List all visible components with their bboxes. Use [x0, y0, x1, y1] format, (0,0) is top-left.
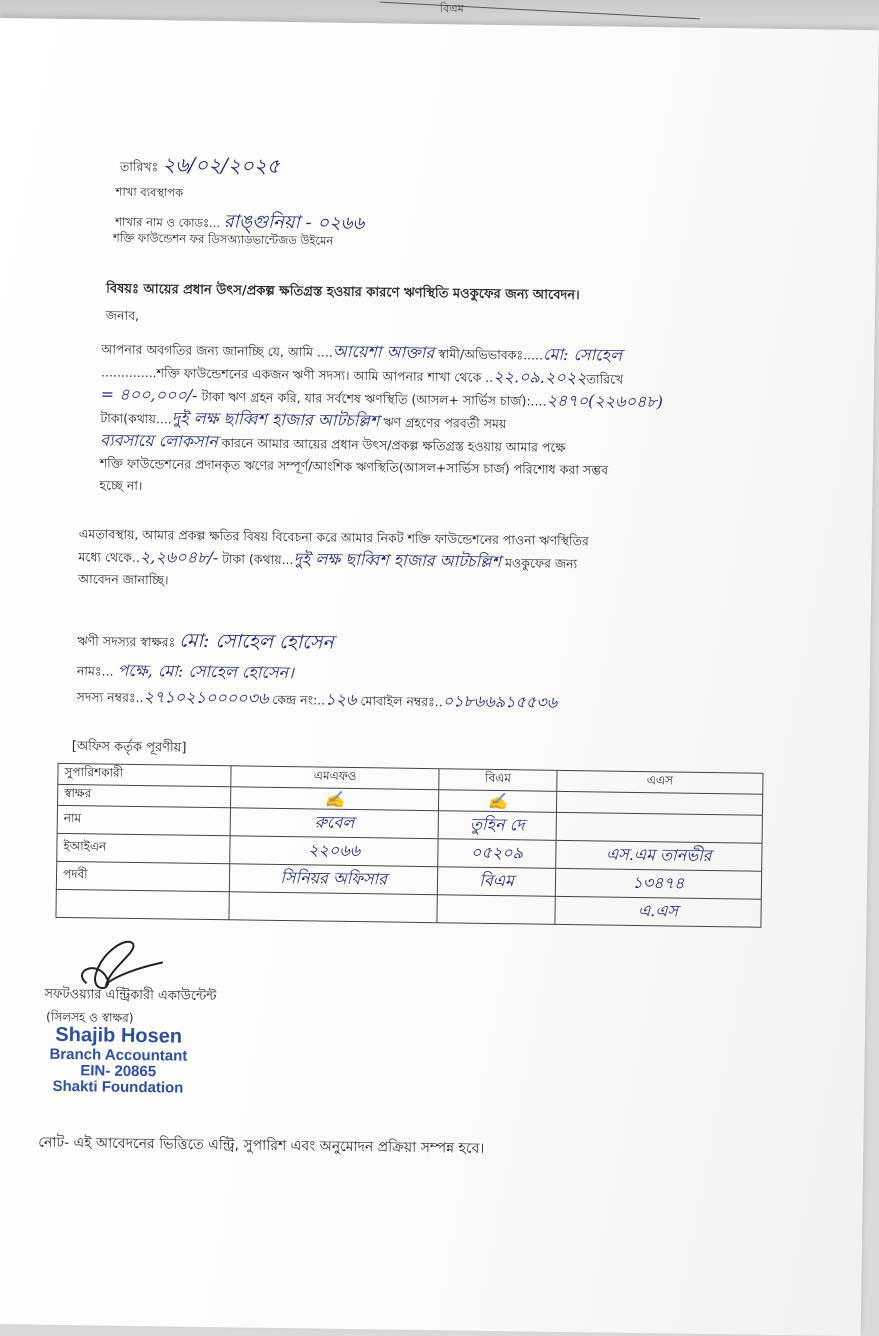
footer-note: নোট- এই আবেদনের ভিত্তিতে এন্ট্রি, সুপারিশ এবং অনুমোদন প্রক্রিয়া সম্পন্ন হবে। [38, 1134, 485, 1157]
member-signature-label: ঋণী সদস্যর স্বাক্ষরঃ [77, 633, 176, 650]
p2-text-c: মওকুফের জন্য [500, 555, 578, 572]
strip-line [380, 2, 700, 20]
table-cell: ১৩৪৭৪ [555, 868, 762, 899]
table-header-cell: এএস [557, 770, 763, 794]
body-paragraph-1 [99, 337, 801, 506]
table-cell: ✍ [439, 790, 557, 813]
center-number: ১২৬ [325, 689, 357, 710]
date-label: তারিখঃ [119, 158, 159, 175]
table-cell [229, 892, 438, 923]
table-header-cell: এমএফও [231, 766, 440, 790]
member-number: ২৭১০২১০০০০৩৬ [143, 687, 269, 708]
member-number-line [76, 683, 557, 717]
p1-text-g: ঋণ গ্রহণের পরবর্তী সময় [379, 414, 507, 432]
member-number-label: সদস্য নম্বরঃ.. [76, 689, 144, 706]
p2-text-b: টাকা (কথায়... [218, 551, 294, 568]
row-label: ইআইএন [57, 833, 230, 863]
loss-reason: ব্যবসায়ে লোকসান [99, 430, 218, 452]
seal-org: Shakti Foundation [52, 1077, 184, 1097]
p2-text-a: মধ্যে থেকে.. [78, 549, 141, 566]
waiver-amount: ২,২৬০৪৮/- [139, 547, 219, 568]
p1-text-h: কারনে আমার আয়ের প্রধান উৎস/প্রকল্প ক্ষতিগ্রস্ত হওয়ায় আমার পক্ষে [217, 435, 566, 455]
member-name: পক্ষে, মো: সোহেল হোসেন। [117, 660, 294, 683]
table-header-cell: সুপারিশকারী [58, 763, 231, 786]
p1-text-f: টাকা(কথায়.... [100, 410, 172, 427]
p1-text-e: টাকা ঋণ গ্রহন করি, যার সর্বশেষ ঋণস্থিতি (আসল+ সার্ভিস চার্জ):.... [201, 388, 547, 409]
table-cell: রুবেল [230, 808, 439, 839]
member-signature: মো: সোহেল হোসেন [179, 629, 334, 654]
p1-text-b: স্বামী/অভিভাবকঃ..... [434, 346, 544, 363]
table-cell: ০৫২০৯ [438, 839, 556, 869]
office-table [55, 763, 763, 928]
table-cell: ২২০৬৬ [230, 836, 439, 867]
table-cell: ✍ [230, 787, 439, 811]
p1-text-a: আপনার অবগতির জন্য জানাচ্ছি যে, আমি .... [101, 341, 333, 360]
application-form [0, 18, 879, 1336]
row-label [56, 889, 229, 919]
loan-amount: = ৪০০,০০০/- [100, 384, 198, 405]
loan-date: ২২.০৯.২০২২ [493, 366, 587, 388]
table-header-cell: বিএম [439, 769, 557, 792]
row-label: স্বাক্ষর [58, 784, 231, 807]
table-cell [556, 812, 763, 843]
accountant-seal [49, 1023, 188, 1097]
mobile-label: মোবাইল নম্বরঃ.. [360, 693, 443, 710]
p1-text-d: তারিখে [586, 371, 624, 387]
p1-line-6: শক্তি ফাউন্ডেশনের প্রদানকৃত ঋণের সম্পূর্ণ/আংশিক ঋণস্থিতি(আসল+সার্ভিস চার্জ) পরিশোধ করা সম্ভব [99, 455, 609, 478]
row-label: পদবী [56, 861, 229, 891]
seal-name: Shajib Hosen [55, 1023, 183, 1048]
table-cell [556, 791, 762, 815]
guardian-name: মো: সোহেল [542, 344, 623, 365]
subject-line: বিষয়ঃ আয়ের প্রধান উৎস/প্রকল্প ক্ষতিগ্রস্ত হওয়ার কারণে ঋণস্থিতি মওকুফের জন্য আবেদন। [106, 281, 580, 304]
table-cell [437, 895, 555, 925]
p1-text-c: ..............শক্তি ফাউন্ডেশনের একজন ঋণী সদস্য। আমি আপনার শাখা থেকে .. [100, 364, 494, 385]
accountant-subtitle: (সিলসহ ও স্বাক্ষর) [45, 1009, 134, 1025]
manager-label: শাখা ব্যবস্থাপক [115, 184, 184, 200]
p2-line-3: আবেদন জানাচ্ছি। [78, 571, 169, 588]
loan-balance: ২৪৭০(২২৬০৪৮) [546, 390, 664, 412]
strip-text: বিএম [440, 2, 464, 15]
salutation: জনাব, [105, 307, 140, 323]
office-caption: [অফিস কর্তৃক পূরণীয়] [71, 739, 187, 756]
center-label: কেন্দ্র নং:.. [272, 691, 326, 708]
p2-line-1: এমতাবস্থায়, আমার প্রকল্প ক্ষতির বিষয় বিবেচনা করে আমার নিকট শক্তি ফাউন্ডেশনের পাওনা ঋণস্থিতির [78, 526, 589, 549]
table-cell: তুহিন দে [438, 811, 556, 841]
p1-line-7: হচ্ছে না। [99, 477, 143, 494]
date-value: ২৬/০২/২০২৫ [162, 152, 280, 178]
balance-in-words: দুই লক্ষ ছাব্বিশ হাজার আটচল্লিশ [171, 408, 380, 431]
mobile-number: ০১৮৬৬৯১৫৫৩৬ [442, 691, 558, 712]
date-line [120, 150, 280, 185]
branch-label: শাখার নাম ও কোডঃ... [115, 214, 221, 231]
member-signature-line [77, 625, 334, 661]
table-cell: এ.এস [555, 896, 762, 927]
body-paragraph-2 [78, 523, 799, 600]
applicant-name: আয়েশা আক্তার [332, 341, 435, 363]
row-label: নাম [57, 805, 230, 835]
branch-value: রাঙ্গুনিয়া - ০২৬৬ [223, 211, 365, 235]
table-cell: বিএম [438, 867, 556, 897]
waiver-in-words: দুই লক্ষ ছাব্বিশ হাজার আটচল্লিশ [293, 549, 502, 572]
org-line: শক্তি ফাউন্ডেশন ফর ডিসঅ্যাডভান্টেজড উইমেন [112, 230, 334, 248]
table-cell: সিনিয়র অফিসার [229, 864, 438, 895]
seal-ein: EIN- 20865 [80, 1062, 157, 1081]
accountant-title: সফটওয়্যার এন্ট্রিকারী একাউন্টেন্ট [44, 986, 217, 1005]
member-name-label: নামঃ... [76, 663, 114, 679]
table-cell: এস.এম তানভীর [556, 840, 763, 871]
seal-role: Branch Accountant [49, 1045, 188, 1065]
